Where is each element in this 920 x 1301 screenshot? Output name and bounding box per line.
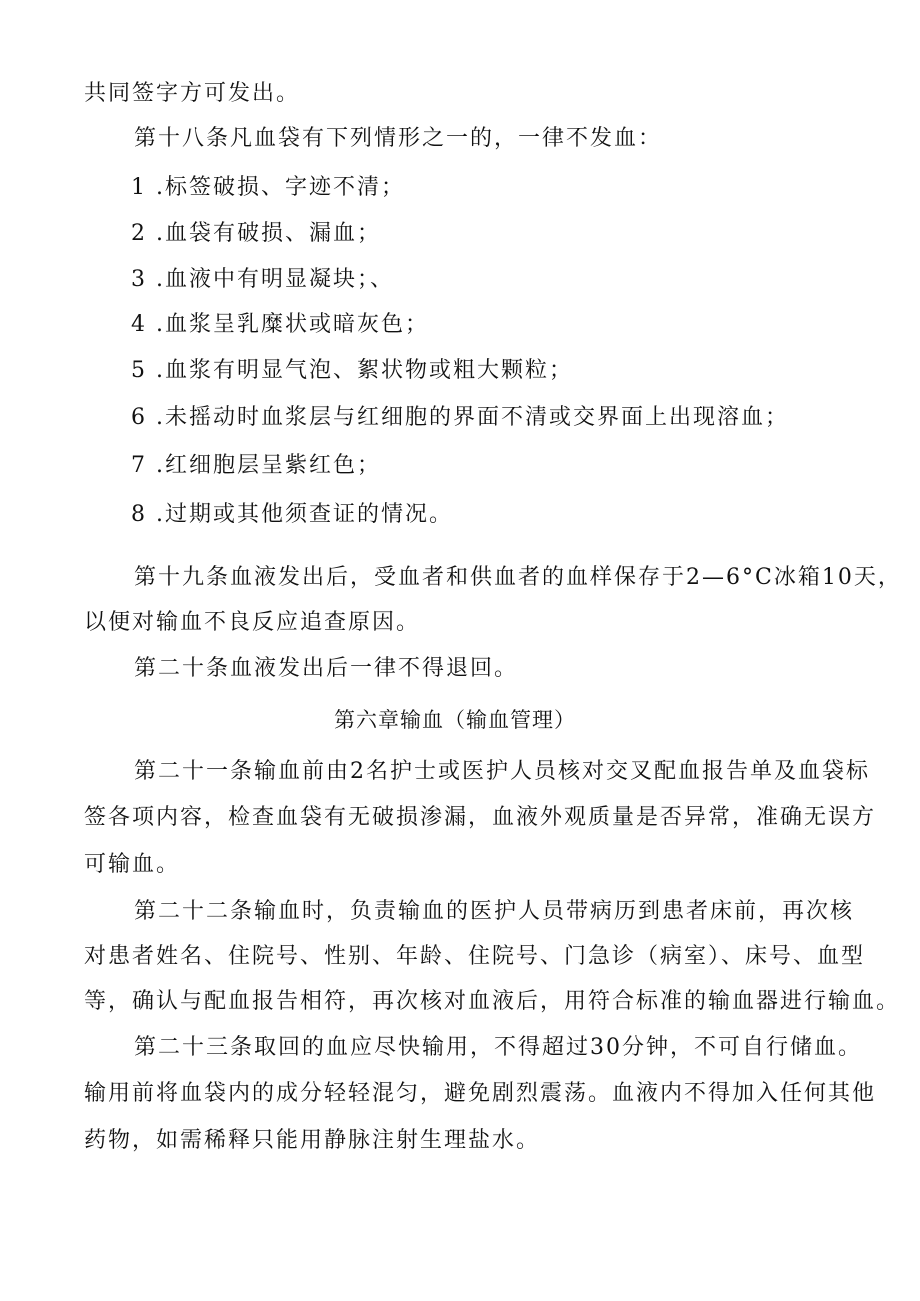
article-22-line: 对患者姓名、住院号、性别、年龄、住院号、门急诊（病室）、床号、血型 — [84, 944, 866, 969]
continuation-text: 共同签字方可发出。 — [84, 81, 301, 106]
article-21-line: 签各项内容，检查血袋有无破损渗漏，血液外观质量是否异常，准确无误方 — [84, 805, 877, 830]
chapter-title: 第六章输血（输血管理） — [334, 708, 576, 732]
list-item: 6 .未摇动时血浆层与红细胞的界面不清或交界面上出现溶血； — [131, 405, 789, 430]
list-item: 1 .标签破损、字迹不清； — [131, 175, 405, 200]
article-18-intro: 第十八条凡血袋有下列情形之一的，一律不发血： — [134, 126, 663, 151]
list-item: 8 .过期或其他须查证的情况。 — [131, 502, 453, 527]
list-item: 4 .血浆呈乳糜状或暗灰色； — [131, 312, 429, 337]
list-item: 5 .血浆有明显气泡、絮状物或粗大颗粒； — [131, 358, 573, 383]
article-19-line: 以便对输血不良反应追查原因。 — [84, 610, 421, 635]
list-item: 3 .血液中有明显凝块；、 — [131, 267, 394, 292]
article-23-line: 输用前将血袋内的成分轻轻混匀，避免剧烈震荡。血液内不得加入任何其他 — [84, 1081, 877, 1106]
article-19-line: 第十九条血液发出后，受血者和供血者的血样保存于2—6°C冰箱10天， — [134, 565, 902, 590]
list-item: 2 .血袋有破损、漏血； — [131, 221, 381, 246]
article-23-line: 药物，如需稀释只能用静脉注射生理盐水。 — [84, 1128, 541, 1153]
article-20-text: 第二十条血液发出后一律不得退回。 — [134, 656, 519, 681]
article-23-line: 第二十三条取回的血应尽快输用，不得超过30分钟，不可自行储血。 — [134, 1035, 862, 1060]
article-22-line: 第二十二条输血时，负责输血的医护人员带病历到患者床前，再次核 — [134, 899, 855, 924]
article-21-line: 第二十一条输血前由2名护士或医护人员核对交叉配血报告单及血袋标 — [134, 759, 870, 784]
list-item: 7 .红细胞层呈紫红色； — [131, 453, 381, 478]
article-22-line: 等，确认与配血报告相符，再次核对血液后，用符合标准的输血器进行输血。 — [84, 989, 901, 1014]
article-21-line: 可输血。 — [84, 852, 181, 877]
